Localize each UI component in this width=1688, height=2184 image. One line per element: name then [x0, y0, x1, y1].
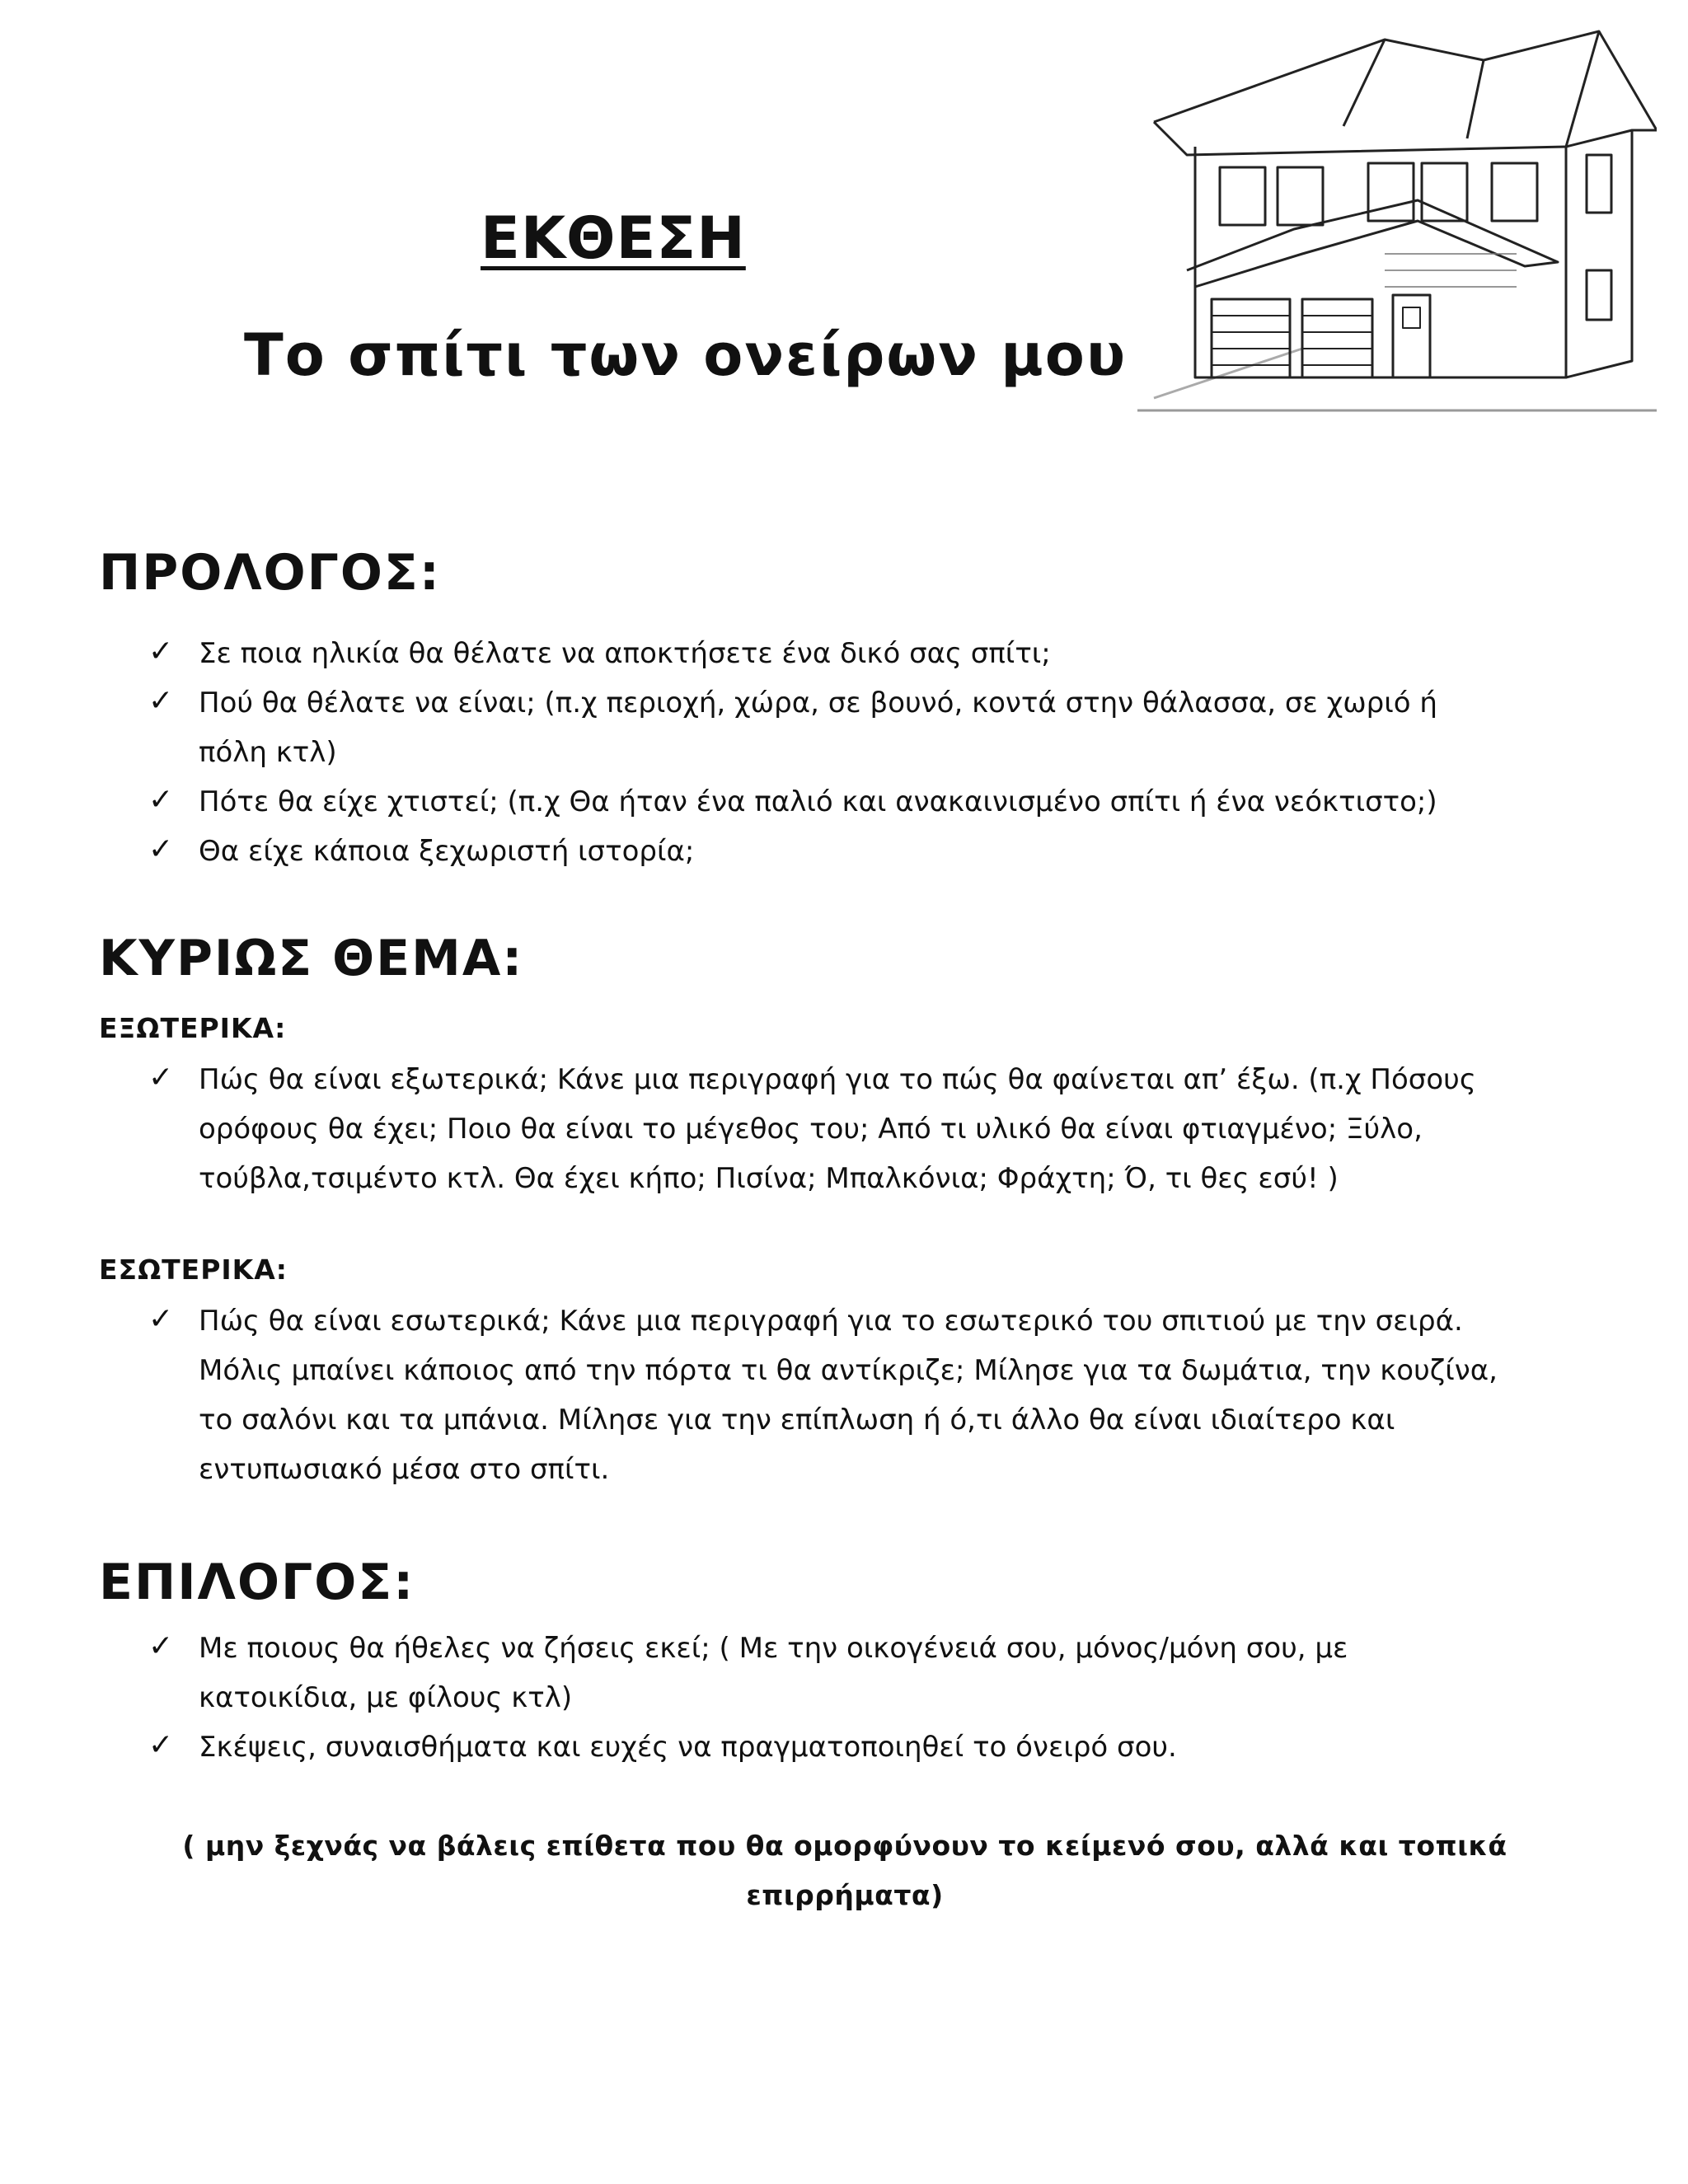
section-heading-prologue: ΠΡΟΛΟΓΟΣ:	[99, 544, 441, 602]
list-item: ✓ Σκέψεις, συναισθήματα και ευχές να πραγματοποιηθεί το όνειρό σου.	[148, 1722, 1500, 1772]
subheading-exterior: ΕΞΩΤΕΡΙΚΑ:	[99, 1012, 287, 1044]
list-item: ✓ Πώς θα είναι εξωτερικά; Κάνε μια περιγραφή για το πώς θα φαίνεται απ’ έξω. (π.χ Πόσους ορόφους θα έχει; Ποιο θα είναι το μέγεθος του; Από τι υλικό θα είναι φτιαγμένο; Ξύλο, τούβλα,τσιμέντο κτλ. Θα έχει κήπο; Πισίνα; Μπαλκόνια; Φράχτη; Ό, τι θες εσύ! )	[148, 1055, 1500, 1203]
checkmark-icon: ✓	[148, 1728, 174, 1762]
house-drawing-icon	[1137, 23, 1657, 419]
checkmark-icon: ✓	[148, 1302, 174, 1336]
list-item: ✓ Θα είχε κάποια ξεχωριστή ιστορία;	[148, 827, 1500, 876]
page-subtitle: Το σπίτι των ονείρων μου	[244, 321, 1128, 389]
subheading-interior: ΕΣΩΤΕΡΙΚΑ:	[99, 1254, 288, 1286]
checkmark-icon: ✓	[148, 832, 174, 866]
prologue-list	[148, 629, 1500, 876]
epilogue-list	[148, 1624, 1500, 1772]
list-item: ✓ Πώς θα είναι εσωτερικά; Κάνε μια περιγραφή για το εσωτερικό του σπιτιού με την σειρά. Μόλις μπαίνει κάποιος από την πόρτα τι θα αντίκριζε; Μίλησε για τα δωμάτια, την κουζίνα, το σαλόνι και τα μπάνια. Μίλησε για την επίπλωση ή ό,τι άλλο θα είναι ιδιαίτερο και εντυπωσιακό μέσα στο σπίτι.	[148, 1296, 1500, 1494]
checkmark-icon: ✓	[148, 635, 174, 668]
checkmark-icon: ✓	[148, 783, 174, 817]
page-title: ΕΚΘΕΣΗ	[481, 204, 746, 272]
list-item: ✓ Με ποιους θα ήθελες να ζήσεις εκεί; ( Με την οικογένειά σου, μόνος/μόνη σου, με κατοικίδια, με φίλους κτλ)	[148, 1624, 1500, 1722]
closing-note: ( μην ξεχνάς να βάλεις επίθετα που θα ομορφύνουν το κείμενό σου, αλλά και τοπικά επιρρήματα)	[182, 1830, 1507, 1911]
list-item: ✓ Πού θα θέλατε να είναι; (π.χ περιοχή, χώρα, σε βουνό, κοντά στην θάλασσα, σε χωριό ή πόλη κτλ)	[148, 678, 1500, 777]
section-heading-main: ΚΥΡΙΩΣ ΘΕΜΑ:	[99, 930, 524, 987]
checkmark-icon: ✓	[148, 684, 174, 718]
list-item: ✓ Πότε θα είχε χτιστεί; (π.χ Θα ήταν ένα παλιό και ανακαινισμένο σπίτι ή ένα νεόκτιστο;)	[148, 777, 1500, 827]
checkmark-icon: ✓	[148, 1061, 174, 1094]
section-heading-epilogue: ΕΠΙΛΟΓΟΣ:	[99, 1554, 415, 1611]
exterior-list	[148, 1055, 1500, 1203]
list-item: ✓ Σε ποια ηλικία θα θέλατε να αποκτήσετε ένα δικό σας σπίτι;	[148, 629, 1500, 678]
checkmark-icon: ✓	[148, 1629, 174, 1663]
interior-list	[148, 1296, 1500, 1494]
